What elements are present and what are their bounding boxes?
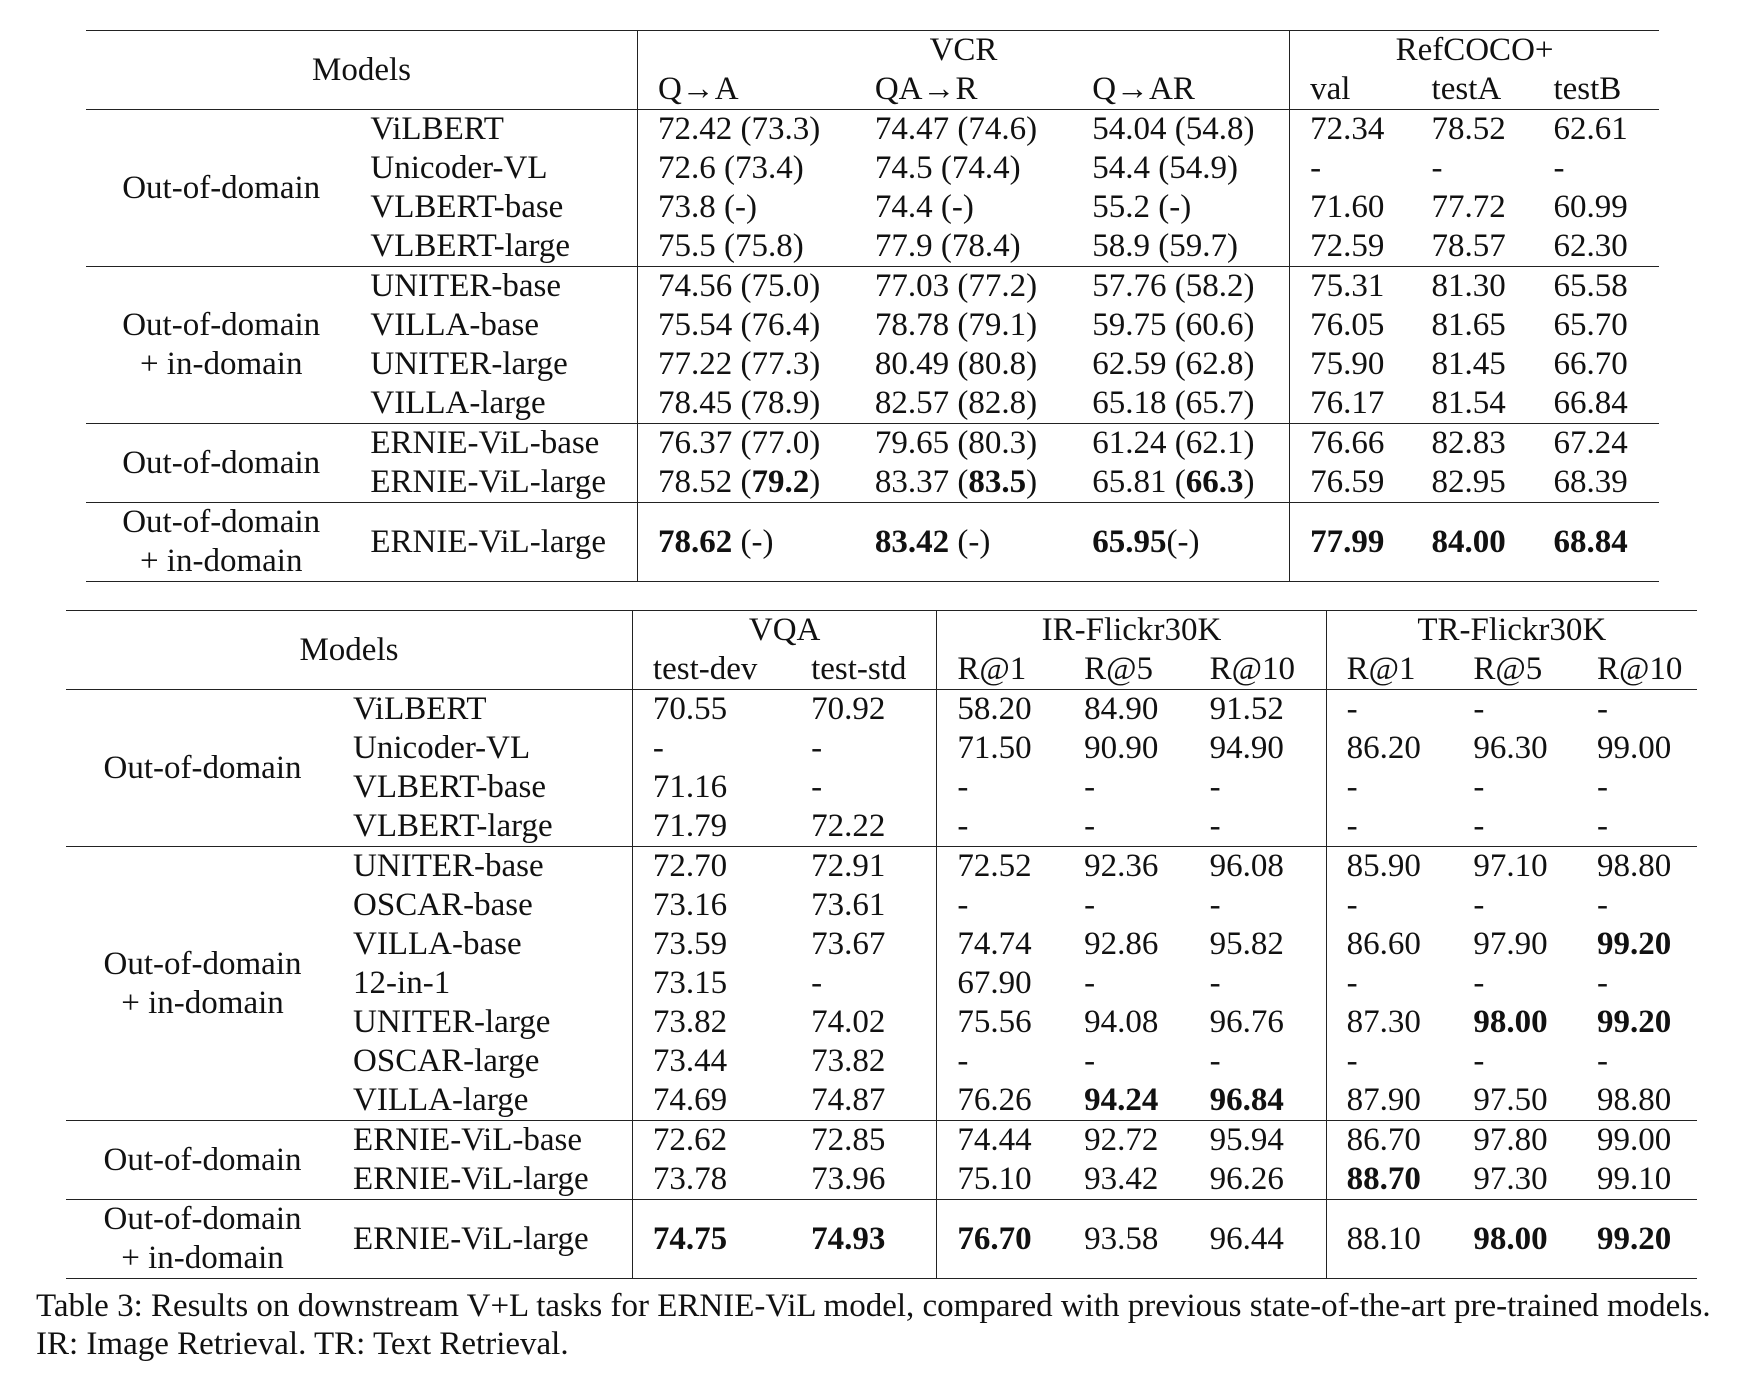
table-row	[86, 424, 1659, 464]
group-label	[66, 1200, 339, 1279]
value-cell: 81.65	[1431, 307, 1506, 343]
value-cell: -	[1553, 150, 1565, 186]
model-name: ERNIE-ViL-large	[339, 1200, 632, 1279]
value-cell: 95.82	[1209, 926, 1284, 962]
model-name: ERNIE-ViL-large	[353, 1161, 589, 1197]
value-cell: 86.60	[1326, 925, 1453, 964]
value-cell: 74.02	[811, 1004, 886, 1040]
bold-value: 83.5	[968, 464, 1027, 500]
value-cell: -	[937, 807, 1064, 847]
value-cell: 97.10	[1453, 847, 1577, 887]
value-cell: 62.59 (62.8)	[1092, 346, 1255, 382]
column-header: testA	[1412, 70, 1534, 110]
value-cell: -	[1473, 769, 1485, 805]
value-cell: 73.16	[632, 886, 791, 925]
model-name: VILLA-large	[370, 385, 546, 421]
model-name: VLBERT-large	[370, 228, 571, 264]
value-part: )	[1026, 464, 1038, 500]
model-name: ERNIE-ViL-base	[356, 424, 637, 464]
value-cell: 93.42	[1084, 1161, 1159, 1197]
value-cell: 98.80	[1597, 1082, 1672, 1118]
group-header: VQA	[632, 611, 936, 651]
table-row	[86, 110, 1659, 150]
model-name: OSCAR-base	[353, 887, 533, 923]
value-cell: 67.24	[1533, 424, 1659, 464]
value-cell: 96.26	[1209, 1161, 1284, 1197]
value-cell: -	[1209, 887, 1221, 923]
group-label	[86, 503, 356, 582]
value-cell: 54.4 (54.9)	[1092, 150, 1238, 186]
model-name: VLBERT-base	[353, 769, 546, 805]
table-row	[66, 1121, 1697, 1161]
column-header: R@10	[1190, 650, 1327, 690]
value-cell: -	[1326, 964, 1453, 1003]
value-cell: -	[1326, 1042, 1453, 1081]
value-cell	[1533, 503, 1659, 582]
value-cell	[1064, 1081, 1189, 1121]
value-cell: 94.90	[1209, 730, 1284, 766]
model-name: UNITER-base	[356, 267, 637, 307]
value-cell: -	[632, 729, 791, 768]
value-cell: 76.26	[937, 1081, 1064, 1121]
group-label-line: Out-of-domain	[103, 945, 302, 982]
value-cell: -	[1597, 887, 1608, 923]
models-header: Models	[66, 611, 632, 690]
value-cell: -	[1473, 1043, 1485, 1079]
bold-value: 84.00	[1431, 523, 1506, 560]
value-part: 78.52 (	[657, 464, 752, 500]
value-cell: 76.66	[1290, 424, 1412, 464]
value-cell	[1290, 503, 1412, 582]
value-cell: 97.80	[1453, 1121, 1577, 1161]
value-cell: 65.58	[1533, 267, 1659, 307]
bold-value: 65.95	[1092, 523, 1167, 560]
value-cell: 86.70	[1326, 1121, 1453, 1161]
value-cell: 76.05	[1290, 306, 1412, 345]
group-label-line: Out-of-domain	[122, 169, 321, 206]
value-cell	[1577, 925, 1697, 964]
table-row	[86, 503, 1659, 582]
value-cell: -	[1473, 691, 1485, 727]
value-cell: 78.78 (79.1)	[874, 307, 1038, 343]
value-cell: 70.92	[811, 691, 886, 727]
value-cell: -	[811, 730, 823, 766]
group-label-line: Out-of-domain	[103, 749, 302, 786]
value-cell: 72.85	[791, 1121, 937, 1161]
bold-value: 77.99	[1310, 523, 1385, 560]
group-label-line: Out-of-domain	[122, 504, 321, 540]
group-label	[86, 110, 356, 267]
value-cell: 99.10	[1597, 1161, 1672, 1197]
value-cell: 58.9 (59.7)	[1092, 228, 1238, 264]
value-cell: 66.84	[1553, 385, 1628, 421]
value-cell: 99.00	[1577, 1121, 1697, 1161]
value-cell: -	[1084, 769, 1096, 805]
group-label	[86, 267, 356, 424]
value-cell: 93.58	[1064, 1200, 1189, 1279]
column-header: R@1	[937, 650, 1064, 690]
value-cell: -	[1209, 1043, 1221, 1079]
vqa-retrieval-table	[66, 610, 1697, 1279]
value-cell	[1453, 1200, 1577, 1279]
bold-value: 66.3	[1185, 464, 1244, 500]
value-cell: -	[937, 1042, 1064, 1081]
group-label-line: Out-of-domain	[122, 307, 321, 343]
value-cell: 96.76	[1209, 1004, 1284, 1040]
value-cell: -	[1597, 1043, 1608, 1079]
value-cell: 72.22	[811, 808, 886, 844]
column-header: test-dev	[632, 650, 791, 690]
value-cell: 91.52	[1209, 691, 1284, 727]
value-cell: 68.39	[1553, 464, 1628, 500]
value-cell: 77.9 (78.4)	[874, 228, 1021, 264]
bold-value: 74.93	[811, 1220, 886, 1257]
group-header: TR-Flickr30K	[1326, 611, 1697, 651]
column-header: testB	[1533, 70, 1659, 110]
value-cell: 92.86	[1084, 926, 1159, 962]
column-header: R@5	[1453, 650, 1577, 690]
value-cell: 82.57 (82.8)	[874, 385, 1038, 421]
value-cell: 70.55	[632, 690, 791, 730]
value-part: 83.37 (	[874, 464, 969, 500]
value-cell: 99.00	[1597, 730, 1672, 766]
value-cell	[632, 1200, 791, 1279]
value-cell: 65.18 (65.7)	[1092, 385, 1255, 421]
column-header: R@10	[1577, 650, 1697, 690]
models-header: Models	[86, 31, 637, 110]
value-cell	[1577, 1200, 1697, 1279]
value-cell	[1326, 1160, 1453, 1200]
value-cell: 81.45	[1431, 346, 1506, 382]
model-name: OSCAR-large	[353, 1043, 540, 1079]
value-cell: 82.95	[1431, 464, 1506, 500]
value-cell: 79.65 (80.3)	[855, 424, 1072, 464]
bold-value: 79.2	[751, 464, 810, 500]
value-cell: 71.60	[1290, 188, 1412, 227]
value-cell: 75.56	[937, 1003, 1064, 1042]
group-label	[66, 847, 339, 1121]
column-header: test-std	[791, 650, 937, 690]
value-cell: 75.31	[1290, 267, 1412, 307]
bold-value: 74.75	[652, 1220, 728, 1257]
model-name: VILLA-base	[353, 926, 522, 962]
value-cell: 77.03 (77.2)	[855, 267, 1072, 307]
value-cell: 87.30	[1326, 1003, 1453, 1042]
column-header: val	[1290, 70, 1412, 110]
value-cell: -	[1209, 965, 1221, 1001]
value-cell: 73.15	[632, 964, 791, 1003]
value-cell: 95.94	[1190, 1121, 1327, 1161]
value-cell	[937, 1200, 1064, 1279]
value-cell	[855, 463, 1072, 503]
value-cell: 77.72	[1431, 189, 1506, 225]
value-cell: -	[1290, 149, 1412, 188]
model-name: VILLA-large	[353, 1082, 529, 1118]
table-row	[66, 847, 1697, 887]
group-label-line: Out-of-domain	[122, 444, 321, 481]
bold-value: 94.24	[1084, 1082, 1159, 1118]
model-name: ERNIE-ViL-base	[339, 1121, 632, 1161]
value-cell: 73.82	[811, 1043, 886, 1079]
model-name: ViLBERT	[370, 111, 504, 147]
group-label-line: Out-of-domain	[103, 1141, 302, 1178]
value-part: (-)	[732, 523, 774, 560]
value-cell: 61.24 (62.1)	[1072, 424, 1289, 464]
bold-value: 83.42	[874, 523, 950, 560]
group-label-line: + in-domain	[139, 346, 303, 382]
model-name: UNITER-large	[370, 346, 568, 382]
value-cell: 74.47 (74.6)	[874, 111, 1038, 147]
table-row	[86, 267, 1659, 307]
value-cell: -	[1597, 808, 1608, 844]
value-cell: 96.08	[1190, 847, 1327, 887]
value-cell: 73.8 (-)	[637, 188, 854, 227]
model-name: UNITER-large	[353, 1004, 551, 1040]
value-part: (-)	[949, 523, 991, 560]
value-cell: -	[1473, 887, 1485, 923]
group-label-line: Out-of-domain	[103, 1201, 302, 1237]
value-cell: 78.57	[1431, 228, 1506, 264]
value-cell: 76.17	[1290, 384, 1412, 424]
group-label-line: + in-domain	[121, 984, 284, 1021]
bold-value: 99.20	[1597, 1220, 1672, 1257]
model-name: Unicoder-VL	[353, 730, 531, 766]
value-cell: -	[1084, 808, 1096, 844]
value-cell: 74.5 (74.4)	[874, 150, 1021, 186]
value-cell: 72.70	[632, 847, 791, 887]
value-cell: 85.90	[1326, 847, 1453, 887]
column-header: Q→AR	[1072, 70, 1289, 110]
value-cell: 82.83	[1412, 424, 1534, 464]
value-cell: 66.70	[1553, 346, 1628, 382]
value-cell: 75.5 (75.8)	[637, 227, 854, 267]
value-cell: 72.62	[632, 1121, 791, 1161]
column-header: QA→R	[855, 70, 1072, 110]
bold-value: 98.00	[1473, 1220, 1548, 1257]
value-cell: 96.30	[1473, 730, 1548, 766]
value-cell: 75.90	[1290, 345, 1412, 384]
value-cell: -	[1597, 691, 1608, 727]
value-cell: 88.10	[1326, 1200, 1453, 1279]
model-name: VLBERT-large	[353, 808, 553, 844]
value-cell: 86.20	[1326, 729, 1453, 768]
value-cell: 78.45 (78.9)	[637, 384, 854, 424]
value-cell: -	[1084, 887, 1096, 923]
value-cell: 57.76 (58.2)	[1072, 267, 1289, 307]
value-cell	[1412, 503, 1534, 582]
column-header: R@5	[1064, 650, 1189, 690]
value-cell	[1072, 463, 1289, 503]
bold-value: 78.62	[657, 523, 733, 560]
value-cell: 78.52	[1431, 111, 1506, 147]
value-cell	[637, 503, 854, 582]
value-cell: 75.54 (76.4)	[637, 306, 854, 345]
value-cell: 74.44	[937, 1121, 1064, 1161]
value-cell: 73.96	[811, 1161, 886, 1197]
value-cell: -	[1326, 690, 1453, 730]
value-cell: -	[1209, 808, 1221, 844]
column-header: R@1	[1326, 650, 1453, 690]
value-cell	[637, 463, 854, 503]
table-row	[66, 690, 1697, 730]
group-label-line: + in-domain	[121, 1240, 284, 1276]
value-cell: -	[1326, 807, 1453, 847]
value-cell: 96.44	[1190, 1200, 1327, 1279]
value-cell: -	[1209, 769, 1221, 805]
value-cell: 81.54	[1431, 385, 1506, 421]
value-cell: 72.59	[1290, 227, 1412, 267]
value-cell: 71.79	[632, 807, 791, 847]
value-cell: 72.42 (73.3)	[637, 110, 854, 150]
value-cell: 72.52	[937, 847, 1064, 887]
value-cell	[1577, 1003, 1697, 1042]
bold-value: 99.20	[1597, 1004, 1672, 1040]
value-cell: 62.61	[1553, 111, 1628, 147]
model-name: VILLA-base	[370, 307, 539, 343]
value-cell: 77.22 (77.3)	[637, 345, 854, 384]
value-cell: 73.82	[632, 1003, 791, 1042]
value-cell: -	[1597, 769, 1608, 805]
value-cell: 73.78	[632, 1160, 791, 1200]
bold-value: 76.70	[957, 1220, 1032, 1257]
vcr-refcoco-table	[86, 30, 1659, 582]
value-cell: 67.90	[937, 964, 1064, 1003]
model-name: ViLBERT	[353, 691, 487, 727]
value-cell: -	[1326, 768, 1453, 807]
value-part: )	[1243, 464, 1255, 500]
value-cell: 73.44	[632, 1042, 791, 1081]
value-cell	[791, 1200, 937, 1279]
value-cell: 71.16	[632, 768, 791, 807]
value-cell: 74.4 (-)	[874, 189, 974, 225]
value-part: )	[809, 464, 821, 500]
value-cell: 76.37 (77.0)	[637, 424, 854, 464]
value-cell: 73.67	[811, 926, 886, 962]
value-cell: 74.74	[937, 925, 1064, 964]
value-cell: -	[1597, 965, 1608, 1001]
value-cell: 74.87	[811, 1082, 886, 1118]
model-name: VLBERT-base	[370, 189, 564, 225]
group-header: VCR	[637, 31, 1289, 71]
value-cell: 72.6 (73.4)	[637, 149, 854, 188]
value-cell: -	[811, 769, 823, 805]
column-header: Q→A	[637, 70, 854, 110]
value-cell: 76.59	[1290, 463, 1412, 503]
value-cell: 84.90	[1084, 691, 1159, 727]
value-cell	[1453, 1003, 1577, 1042]
value-cell: 74.69	[632, 1081, 791, 1121]
value-cell	[855, 503, 1072, 582]
value-cell: 80.49 (80.8)	[874, 346, 1038, 382]
value-cell: 75.10	[937, 1160, 1064, 1200]
value-cell: 98.80	[1577, 847, 1697, 887]
value-cell: -	[1084, 1043, 1096, 1079]
value-cell: 65.70	[1553, 307, 1628, 343]
group-header: RefCOCO+	[1290, 31, 1659, 71]
model-name: ERNIE-ViL-large	[370, 464, 607, 500]
model-name: 12-in-1	[353, 965, 451, 1001]
group-label	[66, 690, 339, 847]
value-cell: -	[811, 965, 823, 1001]
bold-value: 68.84	[1553, 523, 1628, 560]
group-label	[66, 1121, 339, 1200]
value-cell: 72.34	[1290, 110, 1412, 150]
value-cell	[1190, 1081, 1327, 1121]
value-cell: 58.20	[937, 690, 1064, 730]
value-cell: -	[1473, 965, 1485, 1001]
bold-value: 98.00	[1473, 1004, 1548, 1040]
value-cell: 73.59	[632, 925, 791, 964]
value-cell: -	[1326, 886, 1453, 925]
value-cell: 73.61	[811, 887, 886, 923]
value-cell: 90.90	[1084, 730, 1159, 766]
value-part: 65.81 (	[1092, 464, 1186, 500]
table-row	[66, 1200, 1697, 1279]
value-cell: -	[1473, 808, 1485, 844]
bold-value: 88.70	[1346, 1161, 1421, 1197]
value-cell: 97.90	[1473, 926, 1548, 962]
value-cell: 87.90	[1326, 1081, 1453, 1121]
value-cell: -	[937, 768, 1064, 807]
model-name: ERNIE-ViL-large	[356, 503, 637, 582]
value-cell: 60.99	[1553, 189, 1628, 225]
value-cell: -	[1431, 150, 1443, 186]
group-label-line: + in-domain	[139, 543, 303, 579]
group-label	[86, 424, 356, 503]
bold-value: 96.84	[1209, 1082, 1284, 1118]
value-part: (-)	[1166, 523, 1200, 560]
value-cell	[1072, 503, 1289, 582]
value-cell: 62.30	[1553, 228, 1628, 264]
value-cell: -	[1084, 965, 1096, 1001]
value-cell: 72.91	[791, 847, 937, 887]
value-cell: 94.08	[1084, 1004, 1159, 1040]
value-cell: 97.50	[1473, 1082, 1548, 1118]
model-name: UNITER-base	[339, 847, 632, 887]
header-row-groups	[66, 611, 1697, 651]
value-cell: 54.04 (54.8)	[1092, 111, 1255, 147]
value-cell: 71.50	[937, 729, 1064, 768]
group-header: IR-Flickr30K	[937, 611, 1326, 651]
header-row-groups	[86, 31, 1659, 71]
value-cell: 92.36	[1064, 847, 1189, 887]
value-cell: 55.2 (-)	[1092, 189, 1192, 225]
value-cell: 97.30	[1473, 1161, 1548, 1197]
table-caption: Table 3: Results on downstream V+L tasks for ERNIE-ViL model, compared with previous state-of-the-art pre-trained models. IR: Image Retrieval. TR: Text Retrieval.	[36, 1288, 1711, 1362]
value-cell: 59.75 (60.6)	[1092, 307, 1255, 343]
bold-value: 99.20	[1597, 926, 1672, 962]
value-cell: 74.56 (75.0)	[637, 267, 854, 307]
value-cell: -	[937, 886, 1064, 925]
value-cell: 81.30	[1412, 267, 1534, 307]
value-cell: 92.72	[1064, 1121, 1189, 1161]
model-name: Unicoder-VL	[370, 150, 548, 186]
